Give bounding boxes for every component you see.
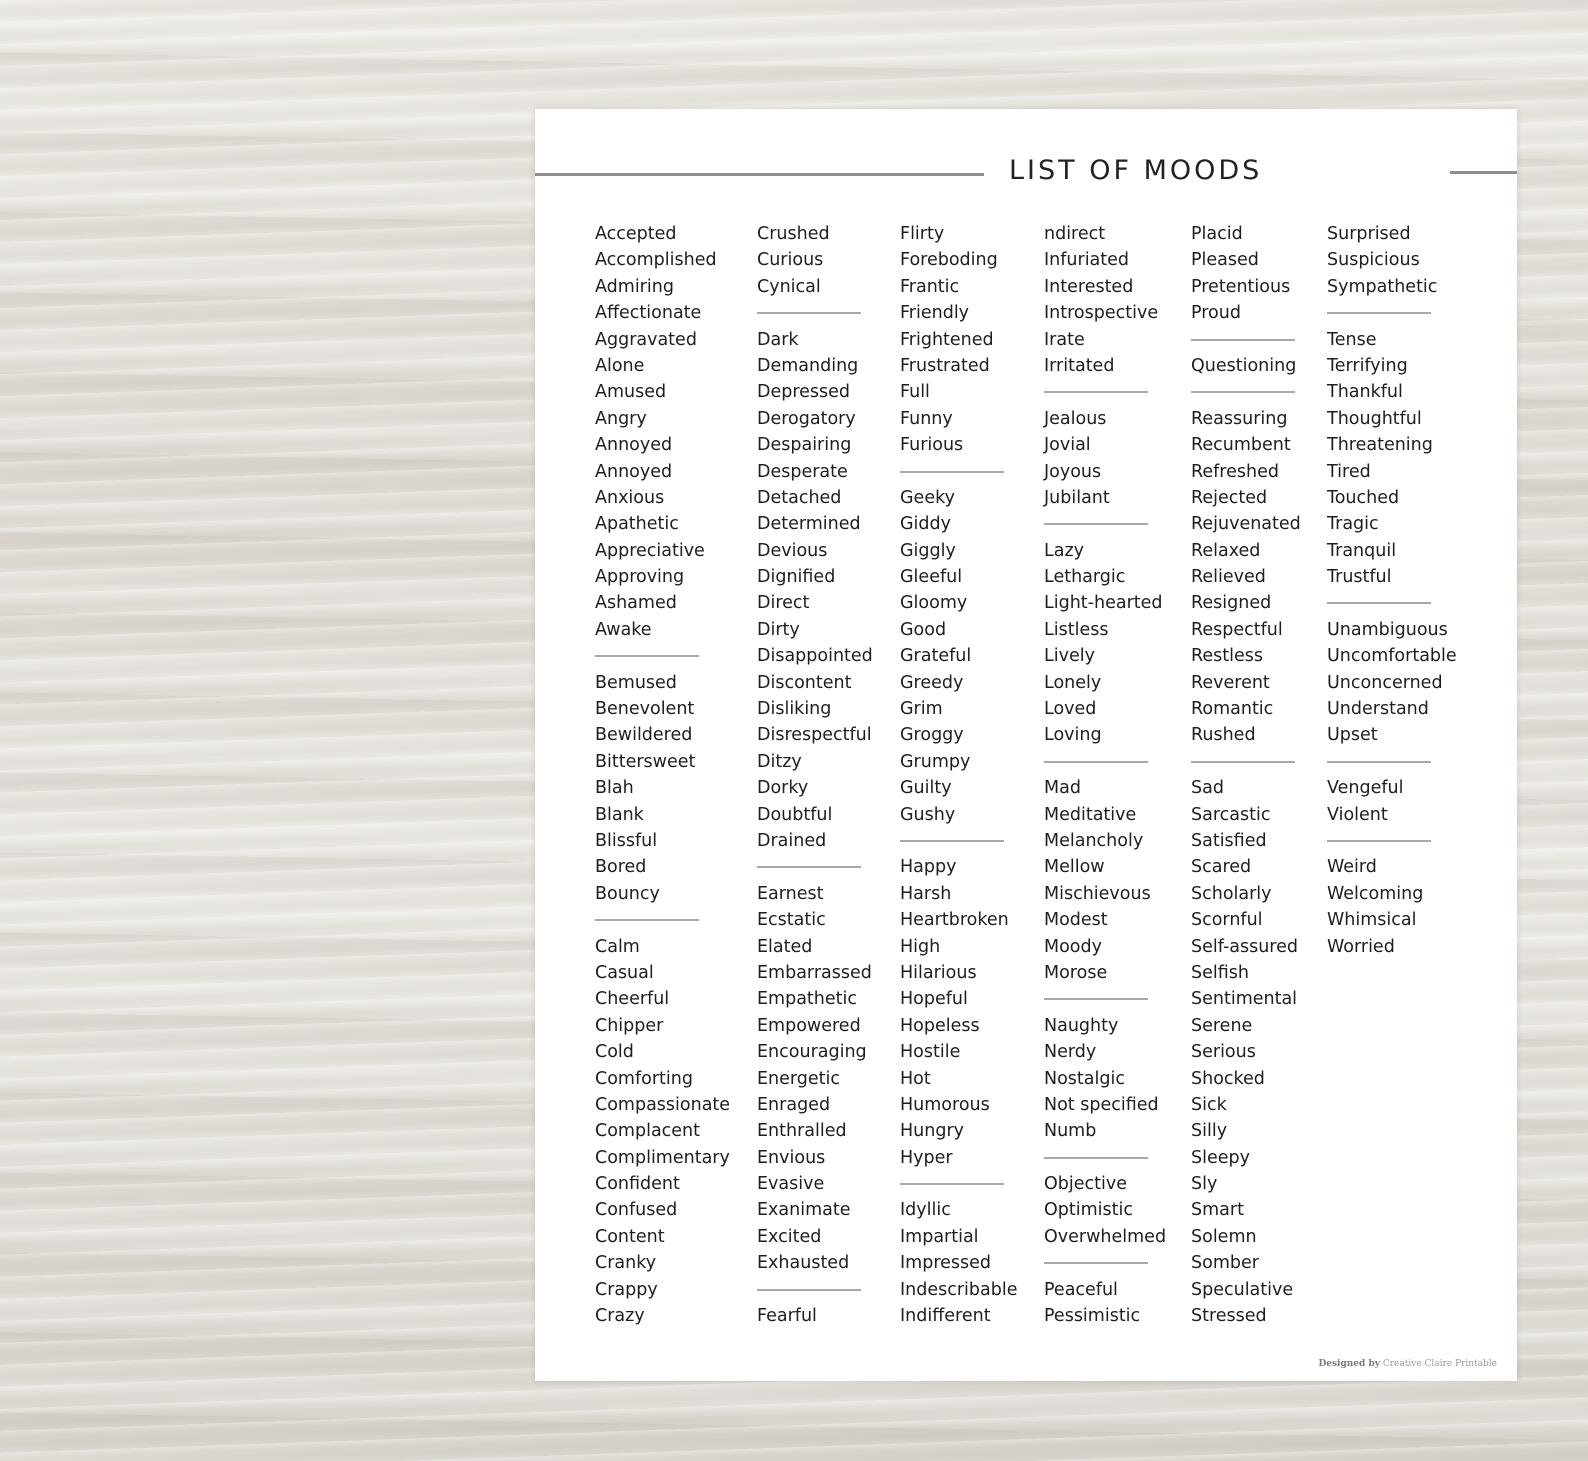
mood-item: Crushed (757, 224, 830, 244)
mood-item: Benevolent (595, 699, 695, 720)
mood-item: Listless (1044, 619, 1109, 640)
mood-item: Dirty (757, 619, 800, 640)
mood-item: Scornful (1191, 910, 1263, 931)
mood-item: Touched (1327, 487, 1400, 508)
mood-item: Speculative (1191, 1279, 1294, 1300)
mood-item: Thankful (1327, 382, 1403, 403)
mood-item: Complimentary (595, 1147, 730, 1168)
mood-item: Stressed (1191, 1306, 1267, 1327)
mood-item: Disliking (757, 699, 832, 720)
mood-item: Gloomy (900, 593, 968, 614)
mood-item: Amused (595, 382, 667, 403)
mood-item: Nerdy (1044, 1042, 1097, 1063)
title-rule-left (535, 173, 984, 176)
mood-item: Solemn (1191, 1226, 1257, 1247)
group-divider (1044, 986, 1166, 1012)
mood-item: Numb (1044, 1121, 1097, 1142)
mood-item: Envious (757, 1147, 826, 1168)
mood-item: Impartial (900, 1226, 979, 1247)
mood-item: Gleeful (900, 567, 963, 588)
mood-item: Rejected (1191, 487, 1268, 508)
mood-item: Smart (1191, 1200, 1244, 1221)
mood-item: Bored (595, 857, 647, 878)
mood-item: Frustrated (900, 355, 990, 376)
mood-item: Heartbroken (900, 910, 1009, 931)
group-divider (757, 300, 873, 326)
mood-item: Idyllic (900, 1200, 951, 1221)
mood-item: Lonely (1044, 672, 1102, 693)
mood-item: Disappointed (757, 646, 873, 667)
mood-item: Suspicious (1327, 250, 1420, 271)
mood-item: Weird (1327, 857, 1377, 878)
mood-item: Naughty (1044, 1015, 1119, 1036)
mood-item: Accomplished (595, 250, 717, 271)
mood-item: Understand (1327, 699, 1429, 720)
mood-item: Gushy (900, 804, 956, 825)
mood-item: Grim (900, 699, 943, 720)
mood-item: Compassionate (595, 1094, 731, 1115)
mood-item: Furious (900, 435, 964, 456)
group-divider (1327, 590, 1457, 616)
mood-item: Lazy (1044, 540, 1085, 561)
mood-item: Resigned (1191, 593, 1272, 614)
mood-item: Frantic (900, 276, 960, 297)
mood-item: Crappy (595, 1279, 658, 1300)
mood-item: Humorous (900, 1094, 990, 1115)
mood-item: Trustful (1327, 567, 1392, 588)
mood-item: Irritated (1044, 355, 1115, 376)
mood-item: Lethargic (1044, 567, 1126, 588)
mood-item: Admiring (595, 276, 674, 297)
mood-item: Placid (1191, 224, 1243, 244)
mood-item: Moody (1044, 936, 1102, 957)
mood-item: Light-hearted (1044, 593, 1163, 614)
group-divider (1191, 327, 1301, 353)
mood-item: Sleepy (1191, 1147, 1250, 1168)
mood-item: Mischievous (1044, 883, 1151, 904)
mood-item: Bemused (595, 672, 677, 693)
mood-item: Dark (757, 329, 799, 350)
mood-item: Introspective (1044, 303, 1159, 324)
group-divider (757, 854, 873, 880)
mood-item: Giddy (900, 514, 951, 535)
mood-item: Depressed (757, 382, 851, 403)
mood-item: Frightened (900, 329, 994, 350)
group-divider (900, 459, 1018, 485)
mood-item: Sly (1191, 1174, 1218, 1195)
mood-item: Good (900, 619, 947, 640)
mood-item: Despairing (757, 435, 852, 456)
mood-item: Hilarious (900, 962, 977, 983)
mood-item: Tragic (1327, 514, 1379, 535)
mood-item: Nostalgic (1044, 1068, 1125, 1089)
mood-item: Mellow (1044, 857, 1105, 878)
mood-item: Morose (1044, 962, 1108, 983)
mood-item: High (900, 936, 941, 957)
mood-item: Infuriated (1044, 250, 1130, 271)
mood-item: Blissful (595, 830, 658, 851)
mood-item: ndirect (1044, 224, 1106, 244)
mood-item: Awake (595, 619, 652, 640)
mood-item: Apathetic (595, 514, 679, 535)
mood-item: Hungry (900, 1121, 965, 1142)
mood-item: Giggly (900, 540, 956, 561)
mood-item: Determined (757, 514, 861, 535)
mood-item: Harsh (900, 883, 952, 904)
mood-item: Relaxed (1191, 540, 1261, 561)
mood-item: Enthralled (757, 1121, 847, 1142)
mood-item: Joyous (1044, 461, 1102, 482)
mood-item: Whimsical (1327, 910, 1417, 931)
mood-item: Tired (1327, 461, 1371, 482)
mood-item: Rejuvenated (1191, 514, 1301, 535)
mood-item: Ecstatic (757, 910, 826, 931)
mood-item: Rushed (1191, 725, 1256, 746)
mood-item: Earnest (757, 883, 824, 904)
credit-prefix: Designed by (1318, 1359, 1380, 1369)
mood-item: Sentimental (1191, 989, 1298, 1010)
mood-item: Doubtful (757, 804, 833, 825)
designer-credit (1318, 1359, 1497, 1369)
mood-item: Complacent (595, 1121, 701, 1142)
mood-item: Flirty (900, 224, 945, 244)
mood-item: Alone (595, 355, 645, 376)
mood-list-sheet (535, 109, 1517, 1381)
mood-item: Detached (757, 487, 842, 508)
mood-item: Unconcerned (1327, 672, 1443, 693)
mood-item: Appreciative (595, 540, 705, 561)
mood-item: Confident (595, 1174, 680, 1195)
mood-item: Derogatory (757, 408, 856, 429)
mood-item: Guilty (900, 778, 952, 799)
mood-item: Excited (757, 1226, 822, 1247)
mood-item: Disrespectful (757, 725, 872, 746)
mood-item: Empowered (757, 1015, 861, 1036)
mood-item: Demanding (757, 355, 859, 376)
mood-item: Ditzy (757, 751, 802, 772)
mood-item: Desperate (757, 461, 848, 482)
mood-item: Crazy (595, 1306, 645, 1327)
mood-item: Accepted (595, 224, 677, 244)
mood-item: Worried (1327, 936, 1395, 957)
mood-item: Hopeless (900, 1015, 980, 1036)
mood-item: Recumbent (1191, 435, 1291, 456)
page-title: LIST OF MOODS (1009, 155, 1263, 186)
mood-item: Meditative (1044, 804, 1137, 825)
mood-item: Empathetic (757, 989, 858, 1010)
mood-item: Sarcastic (1191, 804, 1271, 825)
mood-item: Modest (1044, 910, 1108, 931)
mood-item: Embarrassed (757, 962, 872, 983)
mood-item: Cheerful (595, 989, 670, 1010)
mood-item: Approving (595, 567, 685, 588)
group-divider (1044, 379, 1166, 405)
mood-item: Chipper (595, 1015, 664, 1036)
mood-item: Evasive (757, 1174, 825, 1195)
mood-item: Pleased (1191, 250, 1259, 271)
mood-item: Annoyed (595, 435, 673, 456)
mood-item: Impressed (900, 1253, 992, 1274)
mood-item: Scholarly (1191, 883, 1272, 904)
mood-item: Serious (1191, 1042, 1256, 1063)
mood-item: Sympathetic (1327, 276, 1438, 297)
mood-column-6 (1327, 221, 1457, 960)
mood-item: Enraged (757, 1094, 831, 1115)
mood-item: Foreboding (900, 250, 998, 271)
mood-item: Bewildered (595, 725, 693, 746)
mood-item: Romantic (1191, 699, 1274, 720)
group-divider (1327, 828, 1457, 854)
mood-item: Happy (900, 857, 957, 878)
mood-item: Confused (595, 1200, 678, 1221)
mood-column-3 (900, 221, 1018, 1329)
mood-item: Grateful (900, 646, 972, 667)
mood-item: Geeky (900, 487, 955, 508)
mood-item: Interested (1044, 276, 1134, 297)
mood-item: Silly (1191, 1121, 1228, 1142)
mood-item: Affectionate (595, 303, 702, 324)
mood-item: Serene (1191, 1015, 1253, 1036)
group-divider (1044, 511, 1166, 537)
mood-item: Tranquil (1327, 540, 1397, 561)
group-divider (900, 828, 1018, 854)
mood-item: Terrifying (1327, 355, 1408, 376)
mood-item: Selfish (1191, 962, 1249, 983)
mood-item: Refreshed (1191, 461, 1279, 482)
group-divider (595, 643, 730, 669)
group-divider (1327, 749, 1457, 775)
mood-item: Full (900, 382, 930, 403)
mood-item: Content (595, 1226, 665, 1247)
mood-item: Jubilant (1044, 487, 1110, 508)
mood-item: Relieved (1191, 567, 1266, 588)
mood-item: Discontent (757, 672, 852, 693)
mood-item: Groggy (900, 725, 964, 746)
mood-item: Sick (1191, 1094, 1227, 1115)
group-divider (595, 907, 730, 933)
mood-item: Melancholy (1044, 830, 1144, 851)
mood-item: Welcoming (1327, 883, 1424, 904)
mood-item: Pessimistic (1044, 1306, 1141, 1327)
mood-item: Comforting (595, 1068, 693, 1089)
mood-item: Questioning (1191, 355, 1297, 376)
mood-item: Lively (1044, 646, 1095, 667)
mood-item: Satisfied (1191, 830, 1267, 851)
mood-item: Thoughtful (1327, 408, 1422, 429)
mood-item: Curious (757, 250, 824, 271)
group-divider (900, 1171, 1018, 1197)
mood-item: Anxious (595, 487, 665, 508)
mood-item: Peaceful (1044, 1279, 1118, 1300)
mood-item: Self-assured (1191, 936, 1298, 957)
mood-item: Pretentious (1191, 276, 1291, 297)
group-divider (1191, 379, 1301, 405)
mood-item: Indescribable (900, 1279, 1018, 1300)
title-rule-right (1450, 171, 1517, 174)
mood-item: Elated (757, 936, 813, 957)
mood-item: Somber (1191, 1253, 1259, 1274)
mood-item: Optimistic (1044, 1200, 1133, 1221)
mood-item: Upset (1327, 725, 1378, 746)
mood-item: Annoyed (595, 461, 673, 482)
mood-item: Cynical (757, 276, 821, 297)
mood-item: Exanimate (757, 1200, 851, 1221)
mood-item: Energetic (757, 1068, 841, 1089)
mood-item: Loving (1044, 725, 1102, 746)
mood-column-1 (595, 221, 730, 1329)
mood-item: Calm (595, 936, 640, 957)
mood-column-2 (757, 221, 873, 1329)
mood-item: Encouraging (757, 1042, 867, 1063)
mood-item: Respectful (1191, 619, 1283, 640)
group-divider (1327, 300, 1457, 326)
credit-brand: Creative Claire Printable (1382, 1359, 1497, 1369)
group-divider (1191, 749, 1301, 775)
mood-item: Proud (1191, 303, 1241, 324)
mood-item: Devious (757, 540, 828, 561)
mood-item: Not specified (1044, 1094, 1159, 1115)
mood-item: Jovial (1044, 435, 1091, 456)
mood-item: Blank (595, 804, 644, 825)
mood-item: Indifferent (900, 1306, 991, 1327)
mood-column-5 (1191, 221, 1301, 1329)
mood-item: Funny (900, 408, 953, 429)
mood-item: Greedy (900, 672, 964, 693)
mood-item: Reassuring (1191, 408, 1288, 429)
mood-item: Hopeful (900, 989, 968, 1010)
mood-item: Direct (757, 593, 810, 614)
mood-item: Shocked (1191, 1068, 1265, 1089)
mood-item: Violent (1327, 804, 1388, 825)
mood-item: Friendly (900, 303, 970, 324)
mood-item: Surprised (1327, 224, 1411, 244)
mood-item: Overwhelmed (1044, 1226, 1167, 1247)
mood-item: Cranky (595, 1253, 657, 1274)
mood-item: Vengeful (1327, 778, 1404, 799)
mood-item: Dignified (757, 567, 836, 588)
mood-item: Exhausted (757, 1253, 850, 1274)
mood-item: Sad (1191, 778, 1224, 799)
mood-item: Objective (1044, 1174, 1127, 1195)
group-divider (757, 1277, 873, 1303)
mood-item: Drained (757, 830, 827, 851)
mood-item: Aggravated (595, 329, 697, 350)
mood-item: Blah (595, 778, 634, 799)
mood-item: Mad (1044, 778, 1081, 799)
mood-item: Angry (595, 408, 647, 429)
mood-column-4 (1044, 221, 1166, 1329)
mood-item: Restless (1191, 646, 1263, 667)
mood-item: Uncomfortable (1327, 646, 1457, 667)
mood-item: Hyper (900, 1147, 953, 1168)
group-divider (1044, 749, 1166, 775)
mood-item: Casual (595, 962, 654, 983)
mood-item: Tense (1327, 329, 1377, 350)
mood-item: Grumpy (900, 751, 971, 772)
group-divider (1044, 1145, 1166, 1171)
mood-item: Bouncy (595, 883, 660, 904)
mood-item: Reverent (1191, 672, 1270, 693)
mood-item: Dorky (757, 778, 809, 799)
mood-item: Hot (900, 1068, 931, 1089)
mood-item: Loved (1044, 699, 1097, 720)
mood-item: Threatening (1327, 435, 1433, 456)
group-divider (1044, 1250, 1166, 1276)
mood-item: Hostile (900, 1042, 961, 1063)
mood-item: Cold (595, 1042, 634, 1063)
mood-item: Irate (1044, 329, 1085, 350)
mood-item: Jealous (1044, 408, 1107, 429)
mood-item: Unambiguous (1327, 619, 1448, 640)
mood-item: Fearful (757, 1306, 817, 1327)
mood-item: Ashamed (595, 593, 677, 614)
mood-item: Scared (1191, 857, 1252, 878)
mood-item: Bittersweet (595, 751, 696, 772)
